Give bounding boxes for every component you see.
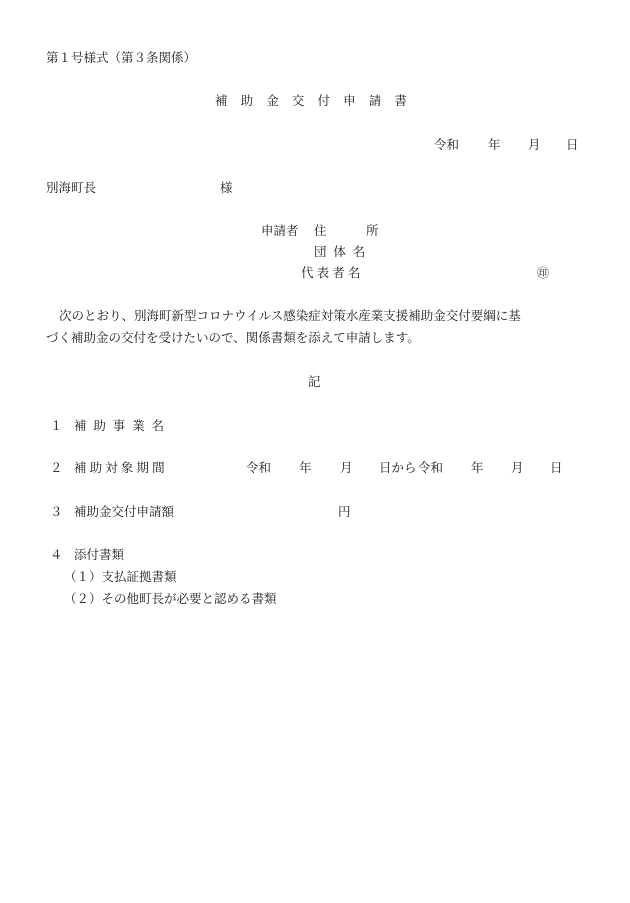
item-3-unit: 円 [338, 504, 351, 519]
item-2-start-month: 月 [340, 460, 353, 475]
applicant-address-a: 住 [314, 223, 327, 238]
item-4-sub-1: （１）支払証拠書類 [64, 569, 177, 584]
addressee-name: 別海町長 [46, 180, 97, 195]
body-line-1: 次のとおり、別海町新型コロナウイルス感染症対策水産業支援補助金交付要綱に基 [59, 308, 521, 323]
item-3-number: ３ [50, 504, 63, 519]
item-2-end-day: 日 [550, 460, 563, 475]
item-2-label: 補助対象期間 [74, 460, 168, 475]
seal-mark: ㊞ [537, 266, 550, 280]
item-2-end-year: 年 [471, 460, 484, 475]
item-2-start-year: 年 [299, 460, 312, 475]
date-era: 令和 [434, 137, 460, 152]
addressee-honorific: 様 [220, 180, 233, 195]
item-2-start-era: 令和 [246, 460, 272, 475]
item-4-sub-2: （２）その他町長が必要と認める書類 [64, 591, 277, 606]
body-line-2: づく補助金の交付を受けたいので、関係書類を添えて申請します。 [46, 330, 420, 345]
date-year: 年 [488, 137, 501, 152]
applicant-representative: 代表者名 [301, 265, 364, 280]
form-label: 第１号様式（第３条関係） [46, 50, 197, 65]
document-title: 補助金交付申請書 [215, 93, 421, 108]
item-2-start-day: 日から [379, 460, 417, 475]
applicant-label: 申請者 [261, 223, 299, 238]
item-1-number: １ [50, 418, 63, 433]
applicant-address-b: 所 [366, 223, 379, 238]
ki-heading: 記 [308, 374, 321, 389]
item-2-end-month: 月 [511, 460, 524, 475]
date-month: 月 [528, 137, 541, 152]
item-2-end-era: 令和 [418, 460, 444, 475]
date-day: 日 [566, 137, 579, 152]
item-4-number: ４ [50, 547, 63, 562]
applicant-org-name: 団体名 [314, 244, 373, 259]
item-1-label: 補助事業名 [74, 418, 171, 433]
item-3-label: 補助金交付申請額 [74, 504, 175, 519]
item-2-number: ２ [50, 460, 63, 475]
item-4-label: 添付書類 [74, 547, 125, 562]
